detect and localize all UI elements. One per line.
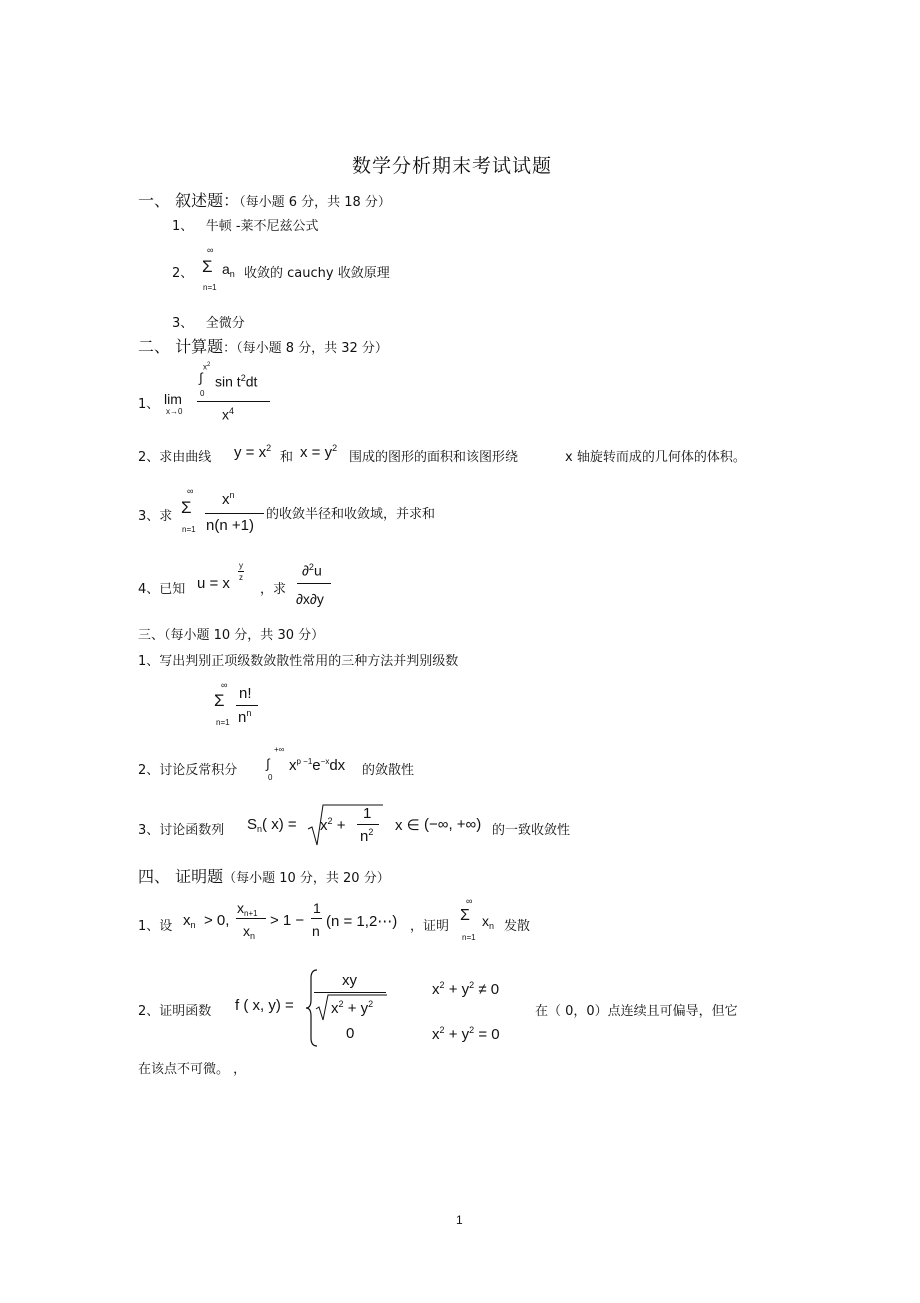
exponent-bar — [238, 571, 244, 572]
a-n-term: $a_n$ — [222, 261, 235, 279]
integrand-x-pow: $x^{p -1}e^{-x}dx$ — [289, 757, 346, 774]
denominator-x2-plus-y2: $x^2 + y^2$ — [331, 999, 374, 1017]
s3-q3-suffix: 的一致收敛性 — [492, 823, 571, 838]
section-2-note: ：（每小题 8 分，共 32 分） — [223, 341, 388, 356]
function-f-xy: f ( x, y) = — [235, 997, 294, 1014]
numerator-x-n-plus-1: $x_{n+1}$ — [237, 900, 258, 918]
numerator-n-factorial: n! — [239, 685, 252, 702]
sum-lower-index: n=1 — [462, 933, 476, 942]
sum-lower-index: n=1 — [203, 283, 217, 292]
integral-upper-limit: $x^2$ — [203, 362, 211, 372]
x-n: $x_n$ — [183, 912, 196, 930]
condition-not-zero: $x^2 + y^2 \ne 0$ — [432, 980, 500, 998]
sigma-symbol: Σ — [460, 907, 470, 924]
integral-upper-limit: +∞ — [274, 745, 285, 754]
section-1-note: （每小题 6 分，共 18 分） — [239, 195, 391, 210]
fraction-one: 1 — [313, 900, 321, 916]
partial-denominator: ∂x∂y — [296, 591, 324, 607]
s1-item-3 — [172, 312, 245, 331]
u-eq-x: u = x — [197, 575, 230, 592]
fraction-bar — [297, 583, 331, 584]
sigma-symbol: Σ — [181, 498, 192, 517]
section-4-title: 四、 证明题 — [138, 867, 224, 886]
s2-q3-prefix: 3、求 — [138, 509, 173, 524]
sum-term-x-n: $x_n$ — [482, 913, 495, 931]
s4-q1-suffix: 发散 — [504, 919, 531, 934]
interval: (−∞, +∞) — [424, 816, 482, 833]
fraction-bar — [205, 513, 264, 514]
section-4-heading — [138, 864, 390, 887]
numerator-xn: $x^n$ — [222, 490, 235, 508]
numerator-xy: xy — [342, 972, 357, 989]
denominator-n-n-plus-1: n(n +1) — [206, 517, 254, 534]
s1-item-1 — [172, 215, 319, 234]
s1-item-1-text: 牛顿 -莱不尼兹公式 — [205, 219, 319, 234]
exponent-y: y — [239, 561, 243, 570]
s1-item-1-num: 1、 — [172, 219, 194, 234]
section-1-heading — [138, 188, 391, 211]
s4-q1-prefix: 1、设 — [138, 919, 173, 934]
denominator-x-n: $x_n$ — [243, 923, 256, 941]
fraction-bar — [236, 705, 258, 706]
integral-lower-limit: 0 — [200, 389, 205, 398]
fraction-bar — [197, 401, 270, 402]
sum-upper-infinity: ∞ — [221, 680, 228, 690]
s2-q2-prefix: 2、求由曲线 — [138, 450, 212, 465]
page-number: 1 — [456, 1213, 463, 1227]
sum-lower-index: n=1 — [182, 525, 196, 534]
s3-q3-prefix: 3、讨论函数列 — [138, 823, 225, 838]
integral-symbol: ∫ — [199, 370, 203, 385]
section-1-title: 一、 叙述题： — [138, 191, 240, 210]
s3-q2-suffix: 的敛散性 — [362, 763, 415, 778]
s1-item-3-num: 3、 — [172, 316, 194, 331]
s1-item-2-text: 收敛的 cauchy 收敛原理 — [244, 266, 390, 281]
sum-upper-infinity: ∞ — [466, 896, 473, 906]
denominator-x4: $x^4$ — [222, 406, 235, 423]
s4-q2-prefix: 2、证明函数 — [138, 1004, 212, 1019]
case-value-zero: 0 — [346, 1025, 355, 1042]
s2-q4-mid: ，求 — [260, 582, 287, 597]
s2-q3-suffix: 的收敛半径和收敛域，并求和 — [266, 507, 436, 522]
gt-zero: > 0, — [204, 912, 230, 929]
denominator-n: n — [312, 923, 320, 939]
sum-upper-infinity: ∞ — [207, 245, 214, 255]
sum-lower-index: n=1 — [216, 718, 230, 727]
denominator-n-pow-n: $n^n$ — [238, 708, 252, 726]
fraction-bar — [311, 918, 322, 919]
x-in: x ∈ — [395, 817, 420, 834]
fraction-one: 1 — [363, 805, 372, 822]
section-2-heading — [138, 334, 388, 357]
sequence-S-n: $S_n$( x) = — [247, 816, 297, 834]
s2-q4-prefix: 4、已知 — [138, 582, 186, 597]
s4-q2-continuation: 在该点不可微。 ， — [138, 1062, 247, 1077]
s4-q1-mid: ，证明 — [410, 919, 450, 934]
integral-symbol: ∫ — [266, 756, 270, 771]
partial-numerator: ∂$^2$u — [302, 562, 322, 579]
s2-q2-suffix: x 轴旋转而成的几何体的体积。 — [565, 450, 746, 465]
s1-item-2-num: 2、 — [172, 266, 194, 281]
integral-lower-limit: 0 — [268, 773, 273, 782]
sigma-symbol: Σ — [214, 691, 225, 710]
s2-q1-num: 1、 — [138, 397, 160, 412]
gt-one-minus: > 1 − — [270, 912, 305, 929]
s3-q1-text: 1、写出判别正项级数敛散性常用的三种方法并判别级数 — [138, 654, 459, 669]
exponent-z: z — [239, 573, 243, 582]
curve-y-eq-x2: $y = x^2$ — [234, 443, 272, 461]
section-3-heading: 三、（每小题 10 分，共 30 分） — [138, 628, 325, 643]
integrand: $\sin t^2dt$ — [215, 373, 258, 390]
section-4-note: （每小题 10 分，共 20 分） — [223, 871, 390, 886]
sigma-symbol: Σ — [202, 257, 213, 276]
lim-symbol: lim — [164, 391, 182, 407]
s4-q2-suffix: 在（ 0，0）点连续且可偏导，但它 — [535, 1004, 738, 1019]
s3-q2-prefix: 2、讨论反常积分 — [138, 763, 238, 778]
curve-x-eq-y2: $x = y^2$ — [300, 443, 338, 461]
x2-plus: $x^2$ + — [320, 816, 346, 834]
fraction-bar — [357, 824, 379, 825]
s1-item-3-text: 全微分 — [205, 316, 245, 331]
denominator-n2: $n^2$ — [360, 827, 374, 845]
fraction-bar — [236, 918, 266, 919]
lim-subscript: x→0 — [166, 407, 183, 416]
condition-zero: $x^2 + y^2 = 0$ — [432, 1025, 500, 1043]
section-2-title: 二、 计算题 — [138, 337, 224, 356]
s2-q2-middle: 围成的图形的面积和该图形绕 — [349, 450, 519, 465]
s2-q2-and: 和 — [280, 450, 294, 465]
sum-upper-infinity: ∞ — [187, 486, 194, 496]
page-title: 数学分析期末考试试题 — [352, 155, 553, 177]
n-range: (n = 1,2⋯) — [326, 913, 398, 930]
